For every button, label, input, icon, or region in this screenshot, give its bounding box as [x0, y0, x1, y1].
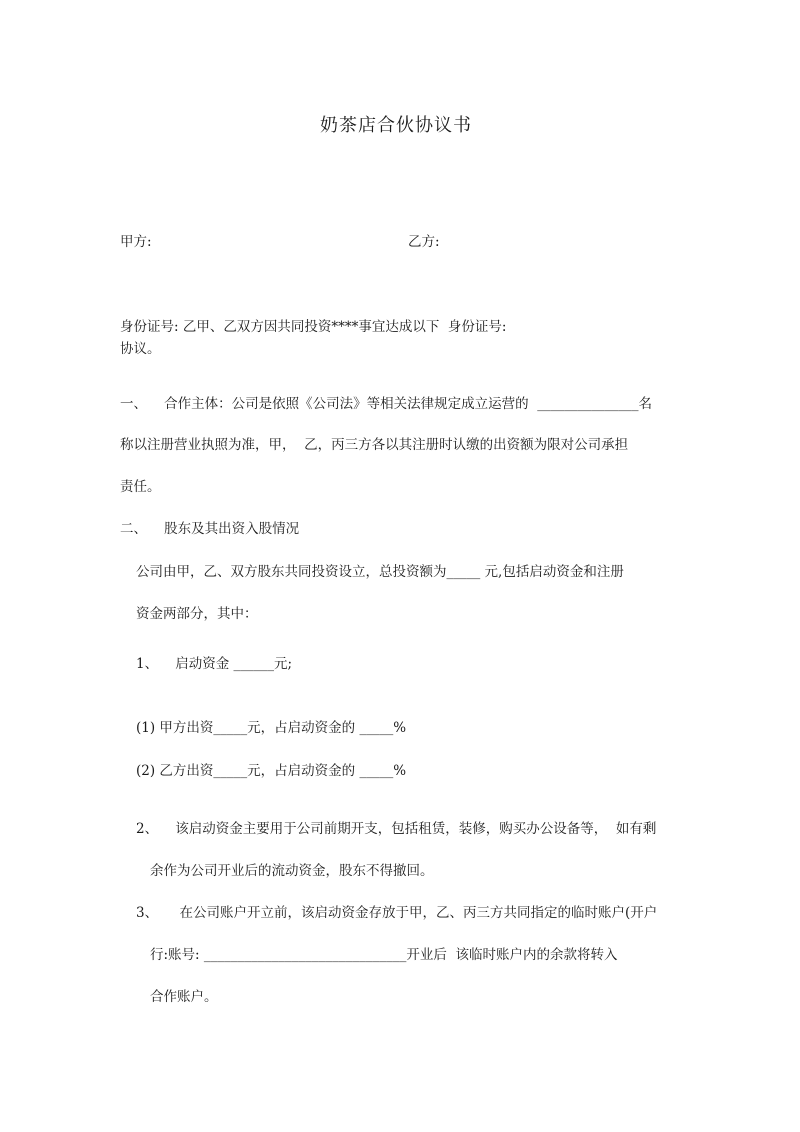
item-2-line-2: 余作为公司开业后的流动资金，股东不得撤回。	[150, 863, 434, 879]
section-2-intro-line-2: 资金两部分，其中：	[136, 606, 258, 622]
section-1-line-1: 一、 合作主体：公司是依照《公司法》等相关法律规定成立运营的 _______________名	[120, 396, 652, 412]
section-1-line-2: 称以注册营业执照为准，甲， 乙，丙三方各以其注册时认缴的出资额为限对公司承担	[120, 437, 629, 453]
item-3-line-2: 行:账号: ______________________________开业后 该临时账户内的余款将转入	[150, 947, 618, 963]
section-2-intro-line-1: 公司由甲，乙、双方股东共同投资设立，总投资额为_____ 元,包括启动资金和注册	[136, 564, 624, 580]
item-2-line-1: 2、 该启动资金主要用于公司前期开支，包括租赁，装修，购买办公设备等， 如有剩	[136, 821, 657, 837]
item-3-line-3: 合作账户。	[150, 989, 218, 1005]
document-title: 奶茶店合伙协议书	[320, 115, 472, 136]
item-1-sub-2: (2) 乙方出资_____元，占启动资金的 _____%	[136, 763, 407, 779]
id-line: 身份证号: 乙甲、乙双方因共同投资****事宜达成以下 身份证号:	[120, 319, 507, 335]
section-1-line-3: 责任。	[120, 479, 161, 495]
party-b-label: 乙方:	[408, 234, 440, 250]
id-line-continued: 协议。	[120, 341, 161, 357]
party-a-label: 甲方:	[120, 234, 152, 250]
item-1-sub-1: (1) 甲方出资_____元，占启动资金的 _____%	[136, 720, 407, 736]
item-1: 1、 启动资金 ______元;	[136, 656, 293, 672]
section-2-heading: 二、 股东及其出资入股情况	[120, 521, 300, 537]
item-3-line-1: 3、 在公司账户开立前，该启动资金存放于甲，乙、丙三方共同指定的临时账户(开户	[136, 905, 658, 921]
